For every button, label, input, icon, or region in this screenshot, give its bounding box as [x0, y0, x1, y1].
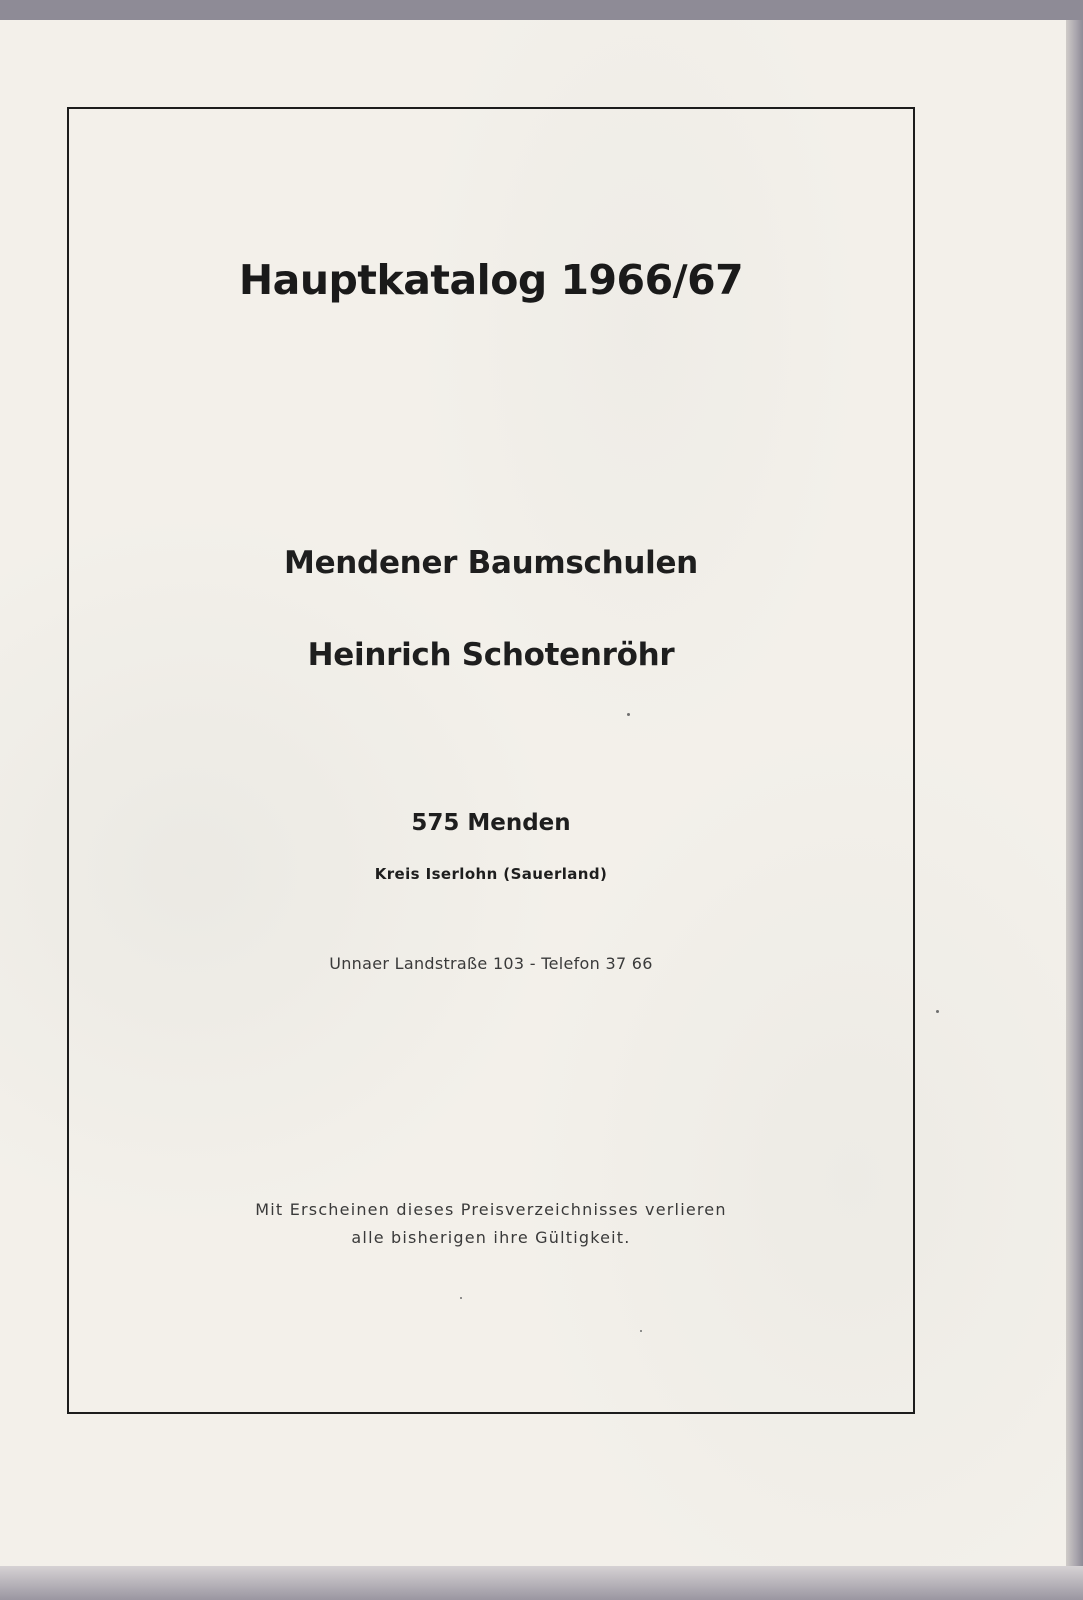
owner-name: Heinrich Schotenröhr	[307, 637, 675, 673]
validity-notice-line-2: alle bisherigen ihre Gültigkeit.	[351, 1228, 631, 1247]
scan-bottom-strip	[0, 1566, 1083, 1600]
paper-speck	[640, 1330, 642, 1332]
company-name: Mendener Baumschulen	[284, 545, 698, 581]
address-line: Unnaer Landstraße 103 - Telefon 37 66	[329, 954, 653, 973]
page-edge-shadow	[1066, 20, 1083, 1566]
district-line: Kreis Iserlohn (Sauerland)	[374, 865, 608, 883]
validity-notice	[67, 1196, 915, 1252]
paper-speck	[936, 1010, 939, 1013]
validity-notice-line-1: Mit Erscheinen dieses Preisverzeichnisses verlieren	[255, 1200, 727, 1219]
paper-speck	[627, 713, 630, 716]
city-line: 575 Menden	[411, 810, 571, 836]
paper-speck	[460, 1297, 462, 1299]
catalog-title: Hauptkatalog 1966/67	[238, 256, 744, 304]
